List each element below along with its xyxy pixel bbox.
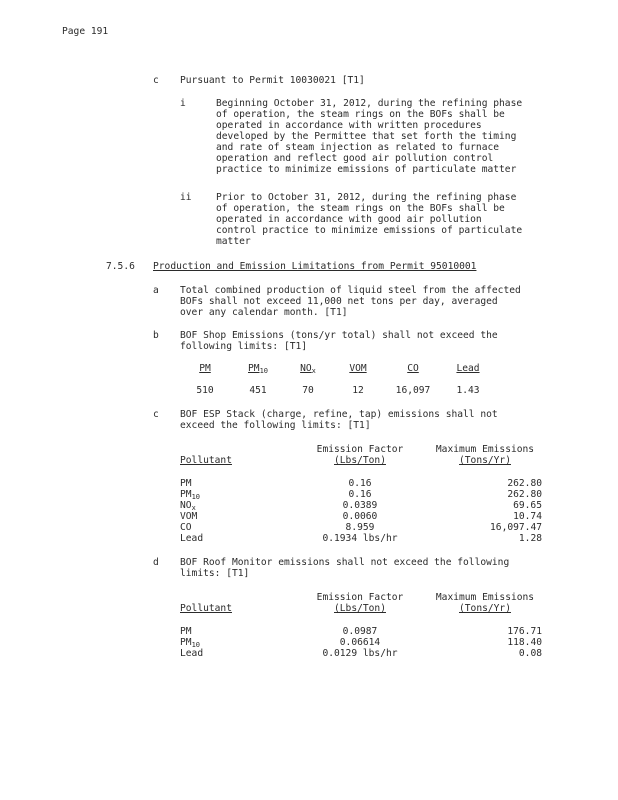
paragraph-line: of operation, the steam rings on the BOFs shall be [216, 203, 505, 214]
paragraph-line: operation and reflect good air pollution control [216, 153, 494, 164]
paragraph-line: limits: [T1] [180, 568, 250, 579]
paragraph-line: Total combined production of liquid steel from the affected [180, 285, 521, 296]
esp-header-max-2: (Tons/Yr) [459, 455, 511, 466]
roof-pollutant-cell [180, 626, 192, 637]
shop-header-pm10: $PM_{10}$ [248, 363, 268, 375]
paragraph-line: BOFs shall not exceed 11,000 net tons per day, averaged [180, 296, 498, 307]
esp-header-factor-1: Emission Factor [316, 444, 404, 455]
esp-pollutant-name: Lead [180, 533, 204, 544]
esp-pollutant-name: PM [180, 489, 192, 500]
esp-header-max-1: Maximum Emissions [435, 444, 535, 455]
esp-factor-cell: 0.16 [348, 478, 372, 489]
roof-pollutant-cell [180, 648, 203, 659]
esp-pollutant-name: NO [180, 500, 192, 511]
paragraph-line: Prior to October 31, 2012, during the refining phase [216, 192, 517, 203]
esp-max-cell: 69.65 [513, 500, 542, 511]
roof-max-cell: 0.08 [518, 648, 542, 659]
roof-max-cell: 176.71 [507, 626, 542, 637]
sub-i-numeral: i [180, 98, 186, 109]
paragraph-line: and rate of steam injection as related to furnace [216, 142, 500, 153]
esp-pollutant-cell [180, 522, 192, 533]
esp-pollutant-subscript: x [191, 504, 196, 512]
esp-pollutant-name: PM [180, 478, 192, 489]
paragraph-line: operated in accordance with written procedures [216, 120, 482, 131]
shop-value-lead: 1.43 [456, 385, 480, 396]
esp-factor-cell: 0.16 [348, 489, 372, 500]
shop-value-vom: 12 [352, 385, 364, 396]
roof-factor-cell: 0.0987 [342, 626, 378, 637]
roof-factor-cell: 0.0129 lbs/hr [322, 648, 398, 659]
paragraph-line: Beginning October 31, 2012, during the refining phase [216, 98, 523, 109]
shop-header-nox: $NO_x$ [300, 363, 316, 375]
roof-header-max-2: (Tons/Yr) [459, 603, 511, 614]
esp-pollutant-cell [180, 478, 192, 489]
shop-header-vom: VOM [349, 363, 367, 374]
esp-header-factor-2: (Lbs/Ton) [334, 455, 386, 466]
shop-header-pm: PM [199, 363, 211, 374]
shop-header-lead: Lead [456, 363, 480, 374]
roof-header-factor-1: Emission Factor [316, 592, 404, 603]
roof-pollutant-name: Lead [180, 648, 204, 659]
paragraph-line: practice to minimize emissions of particulate matter [216, 164, 517, 175]
paragraph-line: over any calendar month. [T1] [180, 307, 348, 318]
paragraph-line: following limits: [T1] [180, 341, 308, 352]
esp-max-cell: 262.80 [507, 478, 542, 489]
esp-factor-cell: 0.1934 lbs/hr [322, 533, 398, 544]
esp-max-cell: 16,097.47 [490, 522, 542, 533]
esp-factor-cell: 8.959 [345, 522, 375, 533]
paragraph-line: BOF ESP Stack (charge, refine, tap) emissions shall not [180, 409, 498, 420]
esp-factor-cell: 0.0060 [342, 511, 378, 522]
shop-value-nox: 70 [302, 385, 314, 396]
esp-header-pollutant: Pollutant [180, 455, 232, 466]
item-c-top-letter: c [153, 75, 159, 86]
page-number: Page 191 [62, 26, 109, 37]
esp-max-cell: 10.74 [513, 511, 542, 522]
esp-max-cell: 262.80 [507, 489, 542, 500]
esp-pollutant-cell [180, 533, 203, 544]
esp-pollutant-cell [180, 500, 196, 511]
paragraph-line: control practice to minimize emissions of particulate [216, 225, 523, 236]
item-d-letter: d [153, 557, 159, 568]
item-c-top-title: Pursuant to Permit 10030021 [T1] [180, 75, 365, 86]
paragraph-line: BOF Shop Emissions (tons/yr total) shall not exceed the [180, 330, 498, 341]
shop-value-co: 16,097 [395, 385, 431, 396]
paragraph-line: operated in accordance with good air pollution [216, 214, 482, 225]
esp-pollutant-subscript: 10 [191, 493, 200, 501]
roof-pollutant-cell [180, 637, 200, 648]
paragraph-line: BOF Roof Monitor emissions shall not exceed the following [180, 557, 510, 568]
roof-max-cell: 118.40 [507, 637, 542, 648]
roof-header-pollutant: Pollutant [180, 603, 232, 614]
section-title: Production and Emission Limitations from Permit 95010001 [153, 261, 477, 272]
esp-max-cell: 1.28 [518, 533, 542, 544]
paragraph-line: of operation, the steam rings on the BOFs shall be [216, 109, 505, 120]
item-c-letter: c [153, 409, 159, 420]
section-number: 7.5.6 [106, 261, 135, 272]
esp-pollutant-cell [180, 511, 197, 522]
roof-pollutant-name: PM [180, 637, 192, 648]
esp-pollutant-name: CO [180, 522, 192, 533]
item-b-letter: b [153, 330, 159, 341]
paragraph-line: exceed the following limits: [T1] [180, 420, 371, 431]
shop-value-pm10: 451 [249, 385, 267, 396]
roof-header-factor-2: (Lbs/Ton) [334, 603, 386, 614]
item-a-letter: a [153, 285, 159, 296]
roof-pollutant-subscript: 10 [191, 641, 200, 649]
roof-pollutant-name: PM [180, 626, 192, 637]
esp-pollutant-name: VOM [180, 511, 198, 522]
shop-value-pm: 510 [196, 385, 214, 396]
paragraph-line: developed by the Permittee that set forth the timing [216, 131, 517, 142]
esp-factor-cell: 0.0389 [342, 500, 378, 511]
paragraph-line: matter [216, 236, 251, 247]
roof-factor-cell: 0.06614 [339, 637, 381, 648]
sub-ii-numeral: ii [180, 192, 192, 203]
esp-pollutant-cell [180, 489, 200, 500]
shop-header-co: CO [407, 363, 419, 374]
roof-header-max-1: Maximum Emissions [435, 592, 535, 603]
